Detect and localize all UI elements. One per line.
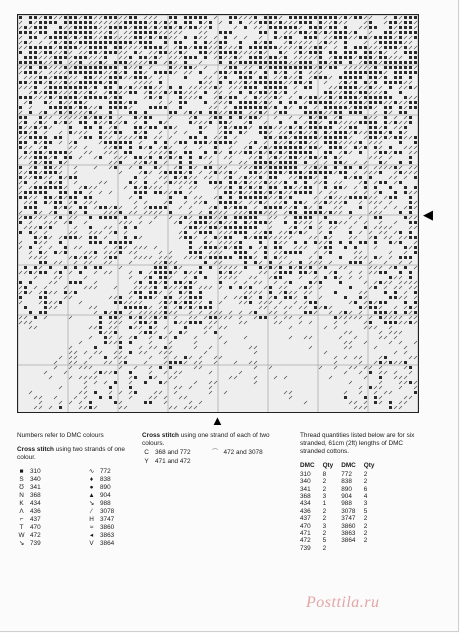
dmc-cell: 472: [300, 537, 311, 545]
stitch-symbol-icon: ⌐: [19, 516, 24, 523]
blend-col-left: [142, 448, 191, 466]
dmc-cell: 368: [300, 493, 311, 501]
dmc-code: 3860: [100, 524, 115, 531]
qty-cell: 5: [322, 537, 327, 545]
blend-col-right: [211, 448, 263, 466]
qty-cell: [364, 545, 383, 552]
blend-item: [142, 449, 191, 457]
stitch-symbol-icon: N: [19, 492, 24, 499]
dmc-cell: 434: [300, 500, 311, 508]
header-qty: Qty: [322, 462, 334, 469]
key-cross-stitch-title: Cross stitch: [17, 446, 54, 453]
table-row: [300, 523, 382, 530]
blend-label: 471 and 472: [155, 458, 191, 465]
dmc-cell: 838: [341, 478, 352, 486]
qty-cell: 2: [363, 471, 368, 478]
table-row: [300, 493, 382, 500]
qty-cell: 8: [322, 471, 327, 478]
key-item: [17, 500, 87, 508]
grid-lines: [18, 15, 418, 412]
dmc-code: 890: [100, 484, 111, 491]
key-item: [87, 468, 132, 476]
dmc-cell: 470: [300, 522, 311, 530]
quantities-table: [300, 462, 382, 552]
key-item: [17, 540, 87, 548]
table-row: [300, 545, 382, 552]
stitch-symbol-icon: H: [89, 516, 94, 523]
dmc-code: 340: [30, 476, 41, 483]
key-item: [87, 492, 132, 500]
dmc-code: 3863: [100, 532, 115, 539]
qty-cell: 2: [363, 478, 368, 486]
dmc-cell: 437: [300, 515, 311, 523]
quantities-header-row: [300, 462, 382, 471]
dmc-cell: 3864: [341, 537, 356, 545]
cross-stitch-chart: [17, 14, 419, 413]
qty-cell: 5: [363, 507, 368, 515]
symbol-key: [17, 432, 132, 548]
dmc-cell: 3863: [341, 529, 356, 537]
dmc-cell: 3078: [341, 507, 356, 515]
stitch-symbol-icon: ⁄: [90, 508, 93, 515]
key-item: [17, 476, 87, 484]
stitch-symbol-icon: V: [89, 540, 94, 547]
qty-cell: 2: [363, 522, 368, 530]
key-intro: Numbers refer to DMC colours: [17, 432, 104, 439]
dmc-code: 310: [30, 468, 41, 475]
key-item: [17, 524, 87, 532]
dmc-cell: 310: [300, 471, 311, 478]
stitch-symbol-icon: Ʊ: [19, 484, 24, 491]
stitch-symbol-icon: S: [19, 476, 24, 483]
key-item: [87, 476, 132, 484]
center-arrow-right-icon: ◀: [423, 207, 433, 222]
key-item: [17, 516, 87, 524]
dmc-cell: 341: [300, 485, 311, 493]
table-row: [300, 515, 382, 522]
blend-key: [142, 432, 287, 466]
qty-cell: 3: [322, 493, 327, 501]
header-qty: Qty: [363, 462, 375, 469]
key-cross-stitch-text: using two strands of one colour.: [17, 446, 125, 461]
center-arrow-up-icon: ▲: [211, 413, 224, 428]
stitch-symbol-icon: ●: [89, 484, 94, 491]
key-item: [17, 484, 87, 492]
dmc-cell: 340: [300, 478, 311, 486]
dmc-code: 470: [30, 524, 41, 531]
chart-grid: [18, 15, 418, 412]
dmc-code: 436: [30, 508, 41, 515]
table-row: [300, 478, 382, 485]
thread-quantities: [300, 432, 425, 552]
header-dmc: DMC: [341, 462, 356, 469]
dmc-code: 3747: [100, 516, 115, 523]
qty-cell: 2: [322, 544, 327, 552]
quantities-body: [300, 471, 382, 552]
stitch-symbol-icon: Λ: [19, 508, 24, 515]
dmc-code: 904: [100, 492, 111, 499]
blend-title: Cross stitch: [142, 432, 179, 439]
key-item: [17, 492, 87, 500]
dmc-cell: 471: [300, 529, 311, 537]
watermark-logo: Posttila.ru: [306, 594, 380, 611]
key-symbol-list: [17, 468, 132, 548]
qty-cell: 2: [322, 507, 327, 515]
header-dmc: DMC: [300, 462, 315, 469]
dmc-cell: 739: [300, 544, 311, 552]
stitch-symbol-icon: ▲: [88, 492, 95, 499]
blend-text: using one strand of each of two colours.: [142, 432, 270, 447]
dmc-cell: 3860: [341, 522, 356, 530]
table-row: [300, 537, 382, 544]
qty-cell: 1: [322, 500, 327, 508]
blend-label: 472 and 3078: [223, 449, 263, 456]
dmc-code: 368: [30, 492, 41, 499]
dmc-code: 341: [30, 484, 41, 491]
blend-label: 368 and 772: [155, 449, 191, 456]
table-row: [300, 508, 382, 515]
qty-cell: 2: [363, 515, 368, 523]
stitch-symbol-icon: W: [18, 532, 25, 539]
blend-items: [142, 448, 287, 466]
key-item: [87, 500, 132, 508]
key-item: [17, 532, 87, 540]
dmc-cell: 772: [341, 471, 352, 478]
blend-symbol-icon: Y: [144, 458, 149, 465]
qty-cell: 2: [363, 529, 368, 537]
dmc-code: 988: [100, 500, 111, 507]
qty-cell: 3: [322, 522, 327, 530]
table-row: [300, 471, 382, 478]
stitch-symbol-icon: ≈: [89, 524, 94, 531]
table-row: [300, 500, 382, 507]
stitch-symbol-icon: K: [19, 500, 24, 507]
quantities-intro: Thread quantities listed below are for six stranded, 61cm (2ft) lengths of DMC stranded cottons.: [300, 432, 415, 455]
dmc-cell: 3747: [341, 515, 356, 523]
key-item: [87, 524, 132, 532]
blend-symbol-icon: C: [144, 449, 149, 456]
table-row: [300, 530, 382, 537]
dmc-code: 434: [30, 500, 41, 507]
qty-cell: 3: [363, 500, 368, 508]
dmc-code: 472: [30, 532, 41, 539]
key-cross-stitch-note: [17, 446, 132, 462]
dmc-code: 3864: [100, 540, 115, 547]
key-item: [17, 468, 87, 476]
key-item: [87, 532, 132, 540]
blend-item: [142, 458, 191, 466]
dmc-cell: 988: [341, 500, 352, 508]
dmc-cell: 904: [341, 493, 352, 501]
dmc-cell: 436: [300, 507, 311, 515]
table-row: [300, 486, 382, 493]
qty-cell: 6: [363, 485, 368, 493]
qty-cell: 4: [363, 493, 368, 501]
qty-cell: 2: [363, 537, 368, 545]
key-item: [87, 508, 132, 516]
key-item: [87, 516, 132, 524]
qty-cell: 2: [322, 515, 327, 523]
dmc-code: 772: [100, 468, 111, 475]
key-item: [17, 508, 87, 516]
stitch-symbol-icon: ■: [19, 468, 24, 475]
qty-cell: 2: [322, 529, 327, 537]
dmc-code: 3078: [100, 508, 115, 515]
dmc-code: 739: [30, 540, 41, 547]
stitch-symbol-icon: ◂: [89, 532, 94, 539]
blend-note: [142, 432, 287, 448]
dmc-code: 437: [30, 516, 41, 523]
qty-cell: 2: [322, 478, 327, 486]
blend-item: [211, 449, 263, 457]
dmc-cell: 890: [341, 485, 352, 493]
key-item: [87, 540, 132, 548]
stitch-symbol-icon: ∿: [88, 468, 95, 475]
dmc-cell: [341, 545, 364, 552]
blend-symbol-icon: ⌒: [211, 449, 219, 456]
key-item: [87, 484, 132, 492]
dmc-code: 838: [100, 476, 111, 483]
stitch-symbol-icon: ↘: [88, 500, 95, 507]
qty-cell: 2: [322, 485, 327, 493]
stitch-symbol-icon: ♦: [89, 476, 94, 483]
stitch-symbol-icon: ↘: [18, 540, 25, 547]
stitch-symbol-icon: T: [19, 524, 24, 531]
